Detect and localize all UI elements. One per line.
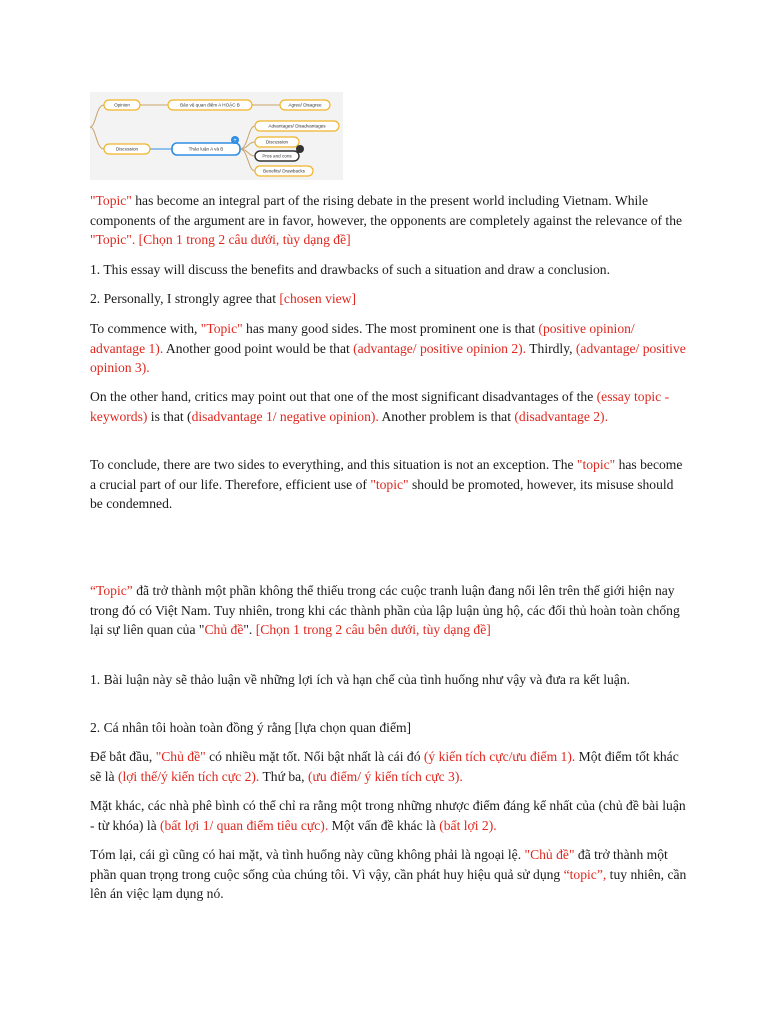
svg-text:Advantages/ Disadvantages: Advantages/ Disadvantages	[268, 123, 326, 129]
svg-text:Bảo vệ quan điểm A HOẶC B: Bảo vệ quan điểm A HOẶC B	[180, 102, 240, 108]
svg-text:Agree/ Disagree: Agree/ Disagree	[288, 102, 322, 108]
svg-text:Benefits/ Drawbacks: Benefits/ Drawbacks	[263, 168, 305, 174]
placeholder: disadvantage 1/ negative opinion).	[191, 408, 379, 424]
mindmap-node-agree	[280, 100, 330, 110]
vi-conclusion-paragraph	[90, 845, 688, 904]
svg-text:Pros and cons: Pros and cons	[262, 153, 292, 159]
placeholder: (advantage/ positive opinion 3).	[90, 340, 686, 376]
topic-placeholder: Chủ đề	[204, 622, 244, 638]
text: Mặt khác, các nhà phê bình có thể chỉ ra rằng một trong những nhược điểm đáng kể nhất của (chủ đề bài luận - từ khóa) là	[90, 798, 686, 833]
topic-placeholder: “Topic”	[90, 583, 133, 598]
en-intro-paragraph	[90, 191, 688, 250]
placeholder: (advantage/ positive opinion 2).	[353, 340, 527, 356]
vi-option-1	[90, 670, 688, 690]
text: Another good point would be that	[163, 340, 354, 356]
mindmap-node-discussion-child	[172, 136, 240, 155]
vi-body-paragraph-1	[90, 747, 688, 786]
text: 2. Cá nhân tôi hoàn toàn đồng ý rằng [lựa chọn quan điểm]	[90, 720, 412, 735]
text: ".	[243, 622, 256, 638]
text: đã trở thành một phần quan trọng trong cuộc sống của chúng tôi. Vì vậy, cần phát huy hiệu quả sử dụng	[90, 847, 668, 882]
en-conclusion-paragraph	[90, 455, 688, 514]
text: is that (	[147, 408, 192, 424]
text: On the other hand, critics may point out that one of the most significant disadvantages of the	[90, 389, 597, 404]
svg-text:Discussion: Discussion	[115, 146, 139, 152]
text: 2. Personally, I strongly agree that	[90, 291, 280, 306]
en-option-2	[90, 289, 688, 309]
topic-placeholder: "Topic"	[90, 193, 132, 208]
text: Để bắt đầu,	[90, 749, 156, 764]
svg-text:Opinion: Opinion	[114, 102, 130, 108]
text: 1. This essay will discuss the benefits and drawbacks of such a situation and draw a conclusion.	[90, 262, 610, 277]
mindmap-node-opinion	[104, 100, 140, 110]
mindmap-node-discussion	[104, 144, 150, 154]
en-body-paragraph-1	[90, 319, 688, 378]
topic-placeholder: “topic”,	[563, 866, 607, 882]
mindmap-node-benefits	[255, 166, 313, 176]
placeholder: (ý kiến tích cực/ưu điểm 1).	[423, 749, 576, 764]
placeholder: (bất lợi 1/ quan điểm tiêu cực).	[160, 817, 329, 833]
text: Thirdly,	[526, 340, 576, 356]
text: To conclude, there are two sides to everything, and this situation is not an exception. The	[90, 457, 577, 472]
topic-placeholder: "Topic"	[90, 232, 132, 248]
text: Một vấn đề khác là	[328, 817, 440, 833]
svg-text:Thảo luận A và B: Thảo luận A và B	[188, 146, 224, 152]
mindmap-diagram	[90, 92, 343, 180]
text: đã trở thành một phần không thể thiếu trong các cuộc tranh luận đang nổi lên trên thế giới hiện nay trong đó có Việt Nam. Tuy nhiên, trong khi các thành phần của lập luận ủng hộ, các đối thủ hoàn toàn chống lại sự liên quan của "	[90, 583, 680, 638]
text: có nhiều mặt tốt. Nổi bật nhất là cái đó	[205, 749, 424, 764]
placeholder: (bất lợi 2).	[439, 817, 497, 833]
mindmap-node-discussion-leaf	[255, 137, 299, 147]
mindmap-node-opinion-child	[168, 100, 252, 110]
text: tuy nhiên, cần lên án việc lạm dụng nó.	[90, 866, 687, 902]
en-option-1	[90, 260, 688, 280]
en-body-paragraph-2	[90, 387, 688, 426]
text: To commence with,	[90, 321, 201, 336]
text: 1. Bài luận này sẽ thảo luận về những lợi ích và hạn chế của tình huống như vậy và đưa ra kết luận.	[90, 672, 631, 687]
vi-option-2	[90, 718, 688, 738]
placeholder: (lợi thế/ý kiến tích cực 2).	[117, 768, 260, 784]
topic-placeholder: "topic"	[576, 457, 616, 472]
topic-placeholder: "Chủ đề"	[524, 847, 575, 862]
vi-intro-paragraph	[90, 581, 688, 640]
topic-placeholder: "topic"	[370, 476, 409, 492]
placeholder: (ưu điểm/ ý kiến tích cực 3).	[307, 768, 463, 784]
topic-placeholder: "Topic"	[200, 321, 243, 336]
text: Một điểm tốt khác sẽ là	[90, 749, 679, 784]
text: should be promoted, however, its misuse should be condemned.	[90, 476, 674, 512]
instruction-note: [Chọn 1 trong 2 câu bên dưới, tùy dạng đề]	[255, 622, 491, 638]
text: Tóm lại, cái gì cũng có hai mặt, và tình huống này cũng không phải là ngoại lệ.	[90, 847, 525, 862]
text: has become an integral part of the rising debate in the present world including Vietnam. While components of the argument are in favor, however, the opponents are completely against the relevance of the	[90, 193, 683, 228]
placeholder: (essay topic - keywords)	[90, 389, 670, 424]
chosen-view-placeholder: [chosen view]	[279, 291, 357, 306]
svg-text:+: +	[233, 138, 237, 144]
mindmap-image	[90, 92, 343, 180]
vi-body-paragraph-2	[90, 796, 688, 835]
text: Another problem is that	[378, 408, 515, 424]
topic-placeholder: "Chủ đề"	[155, 749, 206, 764]
mindmap-node-adv-dis	[255, 121, 339, 131]
svg-text:Discussion: Discussion	[265, 139, 289, 145]
text: Thứ ba,	[259, 768, 308, 784]
instruction-note: . [Chọn 1 trong 2 câu dưới, tùy dạng đề]	[131, 232, 351, 248]
placeholder: (disadvantage 2).	[514, 408, 608, 424]
placeholder: (positive opinion/ advantage 1).	[90, 321, 635, 356]
text: has become a crucial part of our life. Therefore, efficient use of	[90, 457, 683, 492]
text: has many good sides. The most prominent one is that	[242, 321, 539, 336]
